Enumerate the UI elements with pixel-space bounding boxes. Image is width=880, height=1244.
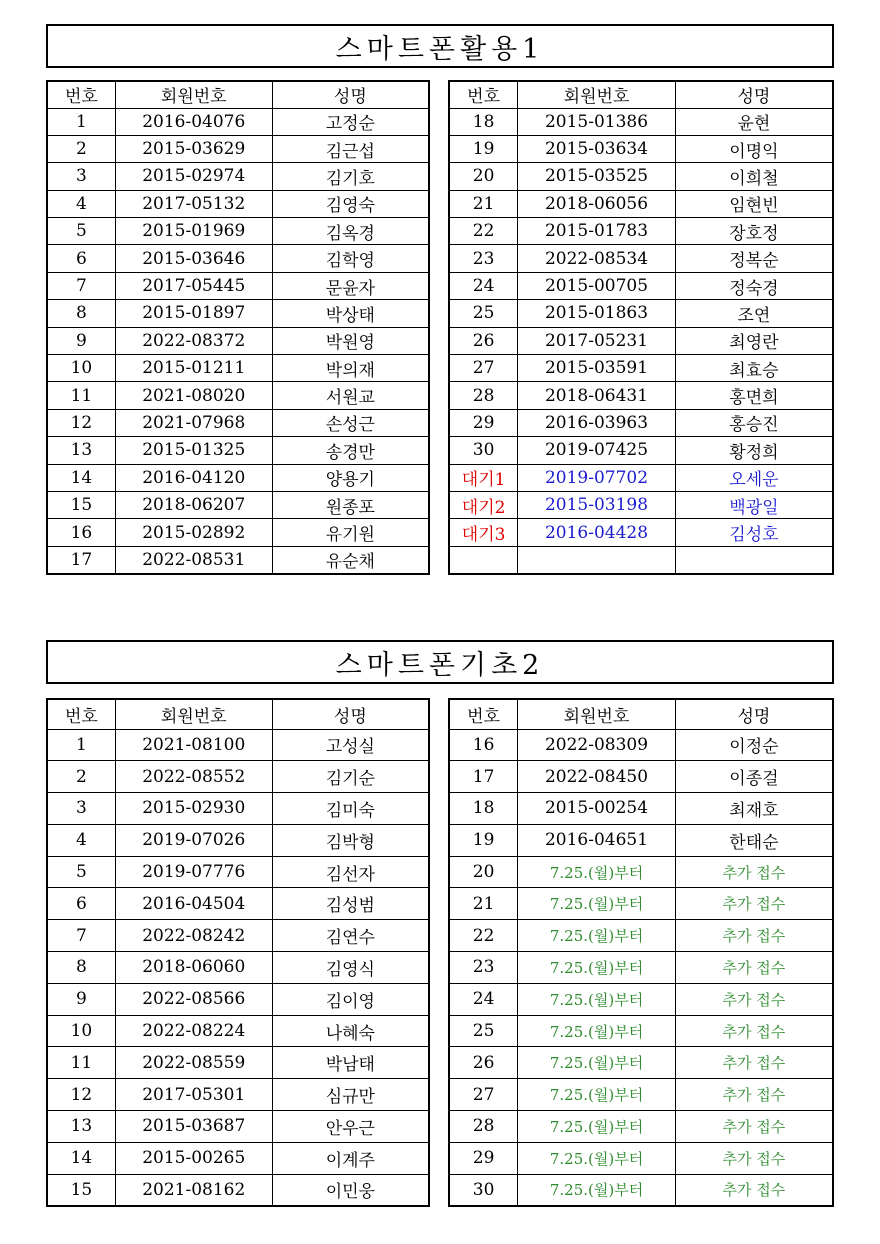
- header-no: 번호: [47, 81, 115, 108]
- cell-name: 이계주: [272, 1142, 429, 1174]
- table-row: [47, 409, 429, 436]
- cell-member-id: 2019-07776: [115, 856, 272, 888]
- table-row: [47, 163, 429, 190]
- cell-name: 이민웅: [272, 1174, 429, 1206]
- cell-name: 추가 접수: [675, 1111, 833, 1143]
- table-row: [47, 272, 429, 299]
- table-row: [47, 245, 429, 272]
- cell-name: 추가 접수: [675, 1142, 833, 1174]
- cell-name: 박남태: [272, 1047, 429, 1079]
- cell-no: 3: [47, 163, 115, 190]
- cell-member-id: 2015-01897: [115, 300, 272, 327]
- cell-no: 23: [449, 952, 518, 984]
- cell-name: 이희철: [675, 163, 833, 190]
- cell-member-id: 2016-04504: [115, 888, 272, 920]
- cell-member-id: 7.25.(월)부터: [518, 920, 676, 952]
- cell-name: 홍승진: [675, 409, 833, 436]
- cell-member-id: 7.25.(월)부터: [518, 1142, 676, 1174]
- cell-name: 최효승: [675, 355, 833, 382]
- cell-name: 이정순: [675, 729, 833, 761]
- table-row: [449, 1015, 833, 1047]
- cell-name: 최영란: [675, 327, 833, 354]
- cell-no: 13: [47, 437, 115, 464]
- cell-no: 26: [449, 1047, 518, 1079]
- cell-member-id: 2018-06207: [115, 491, 272, 518]
- table-row: [449, 1047, 833, 1079]
- cell-member-id: 2016-03963: [518, 409, 676, 436]
- cell-no: 24: [449, 983, 518, 1015]
- table-row: [449, 135, 833, 162]
- table-row: [47, 793, 429, 825]
- table-row: [449, 245, 833, 272]
- cell-no: 28: [449, 1111, 518, 1143]
- roster-table-right: [448, 80, 834, 575]
- table-row: [449, 983, 833, 1015]
- cell-member-id: 2022-08372: [115, 327, 272, 354]
- header-name: 성명: [272, 81, 429, 108]
- cell-name: 김박형: [272, 824, 429, 856]
- cell-no: 16: [449, 729, 518, 761]
- table-row: [47, 327, 429, 354]
- cell-name: 김이영: [272, 983, 429, 1015]
- table-row: [47, 1174, 429, 1206]
- cell-no: 대기1: [449, 464, 518, 491]
- cell-member-id: 7.25.(월)부터: [518, 1111, 676, 1143]
- table-row: [47, 300, 429, 327]
- table-row: [449, 1174, 833, 1206]
- cell-member-id: 2021-08162: [115, 1174, 272, 1206]
- cell-no: 대기3: [449, 519, 518, 546]
- cell-name: 장호정: [675, 218, 833, 245]
- table-row: [47, 135, 429, 162]
- cell-member-id: 7.25.(월)부터: [518, 952, 676, 984]
- cell-no: 4: [47, 190, 115, 217]
- cell-name: 홍면희: [675, 382, 833, 409]
- cell-member-id: 2022-08531: [115, 546, 272, 573]
- table-row: [47, 920, 429, 952]
- cell-member-id: 2015-03646: [115, 245, 272, 272]
- table-header-row: [47, 81, 429, 108]
- cell-no: 20: [449, 856, 518, 888]
- cell-name: 손성근: [272, 409, 429, 436]
- cell-no: 28: [449, 382, 518, 409]
- header-no: 번호: [47, 699, 115, 729]
- cell-member-id: 2021-08100: [115, 729, 272, 761]
- table-header-row: [449, 699, 833, 729]
- cell-name: 송경만: [272, 437, 429, 464]
- cell-name: 조연: [675, 300, 833, 327]
- cell-name: 김미숙: [272, 793, 429, 825]
- table-row: [47, 952, 429, 984]
- cell-no: [449, 546, 518, 573]
- cell-no: 19: [449, 135, 518, 162]
- cell-no: 대기2: [449, 491, 518, 518]
- cell-name: 황정희: [675, 437, 833, 464]
- table-row: [449, 856, 833, 888]
- cell-member-id: 2022-08450: [518, 761, 676, 793]
- table-row: [47, 729, 429, 761]
- cell-member-id: 2022-08559: [115, 1047, 272, 1079]
- cell-member-id: 2015-01783: [518, 218, 676, 245]
- cell-name: 김선자: [272, 856, 429, 888]
- cell-name: 서원교: [272, 382, 429, 409]
- cell-name: 백광일: [675, 491, 833, 518]
- table-row: [47, 1111, 429, 1143]
- table-row: [47, 761, 429, 793]
- cell-member-id: 2016-04428: [518, 519, 676, 546]
- section-title: [46, 640, 834, 684]
- table-row: [47, 108, 429, 135]
- table-row: [47, 355, 429, 382]
- cell-member-id: 2015-03591: [518, 355, 676, 382]
- cell-member-id: 2016-04120: [115, 464, 272, 491]
- cell-name: 추가 접수: [675, 983, 833, 1015]
- cell-member-id: 2022-08309: [518, 729, 676, 761]
- cell-no: 30: [449, 437, 518, 464]
- cell-name: 박원영: [272, 327, 429, 354]
- cell-no: 3: [47, 793, 115, 825]
- cell-member-id: 2015-00705: [518, 272, 676, 299]
- cell-no: 15: [47, 491, 115, 518]
- table-row: [449, 1142, 833, 1174]
- cell-name: 정숙경: [675, 272, 833, 299]
- cell-no: 1: [47, 108, 115, 135]
- cell-no: 5: [47, 218, 115, 245]
- cell-member-id: 2015-02930: [115, 793, 272, 825]
- table-row: [449, 1111, 833, 1143]
- section-title-text: 스마트폰기초2: [335, 649, 545, 681]
- cell-member-id: 7.25.(월)부터: [518, 856, 676, 888]
- cell-no: 10: [47, 355, 115, 382]
- cell-name: [675, 546, 833, 573]
- cell-name: 정복순: [675, 245, 833, 272]
- cell-no: 5: [47, 856, 115, 888]
- cell-no: 24: [449, 272, 518, 299]
- cell-name: 원종포: [272, 491, 429, 518]
- table-row: [47, 1079, 429, 1111]
- cell-no: 16: [47, 519, 115, 546]
- cell-no: 6: [47, 245, 115, 272]
- cell-name: 고성실: [272, 729, 429, 761]
- cell-member-id: 2015-01863: [518, 300, 676, 327]
- table-row: [47, 382, 429, 409]
- cell-member-id: 7.25.(월)부터: [518, 1047, 676, 1079]
- cell-no: 27: [449, 1079, 518, 1111]
- header-member-id: 회원번호: [115, 699, 272, 729]
- header-no: 번호: [449, 699, 518, 729]
- cell-name: 김학영: [272, 245, 429, 272]
- cell-member-id: 2017-05231: [518, 327, 676, 354]
- cell-name: 김영숙: [272, 190, 429, 217]
- cell-name: 고정순: [272, 108, 429, 135]
- cell-no: 12: [47, 1079, 115, 1111]
- cell-member-id: 2015-03687: [115, 1111, 272, 1143]
- cell-name: 추가 접수: [675, 920, 833, 952]
- table-row: [47, 218, 429, 245]
- cell-member-id: 2019-07425: [518, 437, 676, 464]
- cell-member-id: 2019-07702: [518, 464, 676, 491]
- table-row: [449, 163, 833, 190]
- table-row: [449, 355, 833, 382]
- header-member-id: 회원번호: [115, 81, 272, 108]
- cell-no: 11: [47, 1047, 115, 1079]
- cell-member-id: 2015-02974: [115, 163, 272, 190]
- cell-no: 17: [47, 546, 115, 573]
- cell-member-id: 2015-00265: [115, 1142, 272, 1174]
- cell-member-id: 2021-07968: [115, 409, 272, 436]
- cell-member-id: 7.25.(월)부터: [518, 1079, 676, 1111]
- cell-name: 이명익: [675, 135, 833, 162]
- cell-member-id: 2015-03198: [518, 491, 676, 518]
- roster-table-left: [46, 698, 430, 1207]
- cell-no: 25: [449, 300, 518, 327]
- cell-member-id: 2015-01211: [115, 355, 272, 382]
- table-row: [47, 546, 429, 573]
- table-row: [47, 983, 429, 1015]
- cell-member-id: 2022-08552: [115, 761, 272, 793]
- cell-member-id: 2021-08020: [115, 382, 272, 409]
- cell-no: 30: [449, 1174, 518, 1206]
- cell-name: 문윤자: [272, 272, 429, 299]
- table-row: [449, 409, 833, 436]
- cell-no: 6: [47, 888, 115, 920]
- section-title-text: 스마트폰활용1: [335, 33, 545, 65]
- cell-member-id: 2015-01325: [115, 437, 272, 464]
- cell-no: 14: [47, 464, 115, 491]
- table-row: [449, 888, 833, 920]
- cell-no: 15: [47, 1174, 115, 1206]
- cell-no: 21: [449, 888, 518, 920]
- header-member-id: 회원번호: [518, 81, 676, 108]
- table-row: [449, 761, 833, 793]
- cell-name: 유기원: [272, 519, 429, 546]
- cell-member-id: 7.25.(월)부터: [518, 1174, 676, 1206]
- table-row: [47, 856, 429, 888]
- cell-name: 추가 접수: [675, 952, 833, 984]
- cell-name: 유순채: [272, 546, 429, 573]
- table-row: [449, 546, 833, 573]
- table-row: [449, 491, 833, 518]
- cell-name: 최재호: [675, 793, 833, 825]
- table-row: [47, 1047, 429, 1079]
- cell-name: 추가 접수: [675, 888, 833, 920]
- cell-name: 윤현: [675, 108, 833, 135]
- cell-member-id: 2016-04651: [518, 824, 676, 856]
- cell-no: 10: [47, 1015, 115, 1047]
- cell-no: 11: [47, 382, 115, 409]
- cell-name: 한태순: [675, 824, 833, 856]
- cell-name: 안우근: [272, 1111, 429, 1143]
- cell-member-id: 2017-05445: [115, 272, 272, 299]
- cell-no: 18: [449, 108, 518, 135]
- cell-no: 13: [47, 1111, 115, 1143]
- table-row: [449, 920, 833, 952]
- cell-member-id: 2022-08224: [115, 1015, 272, 1047]
- cell-no: 2: [47, 761, 115, 793]
- table-row: [449, 952, 833, 984]
- header-name: 성명: [675, 81, 833, 108]
- cell-name: 김근섭: [272, 135, 429, 162]
- cell-name: 이종걸: [675, 761, 833, 793]
- cell-name: 추가 접수: [675, 1047, 833, 1079]
- table-row: [449, 729, 833, 761]
- cell-member-id: 2015-03525: [518, 163, 676, 190]
- cell-member-id: 2022-08566: [115, 983, 272, 1015]
- cell-name: 추가 접수: [675, 1015, 833, 1047]
- table-row: [449, 437, 833, 464]
- table-row: [47, 437, 429, 464]
- table-row: [449, 300, 833, 327]
- cell-no: 29: [449, 1142, 518, 1174]
- cell-member-id: [518, 546, 676, 573]
- cell-no: 27: [449, 355, 518, 382]
- cell-member-id: 2022-08534: [518, 245, 676, 272]
- table-row: [47, 824, 429, 856]
- header-name: 성명: [272, 699, 429, 729]
- cell-member-id: 2015-00254: [518, 793, 676, 825]
- cell-no: 23: [449, 245, 518, 272]
- cell-name: 추가 접수: [675, 856, 833, 888]
- cell-name: 나혜숙: [272, 1015, 429, 1047]
- cell-name: 오세운: [675, 464, 833, 491]
- cell-name: 추가 접수: [675, 1174, 833, 1206]
- cell-name: 김기순: [272, 761, 429, 793]
- cell-member-id: 2018-06060: [115, 952, 272, 984]
- table-row: [47, 190, 429, 217]
- cell-name: 김옥경: [272, 218, 429, 245]
- cell-name: 김연수: [272, 920, 429, 952]
- table-row: [449, 382, 833, 409]
- table-row: [47, 491, 429, 518]
- table-row: [449, 108, 833, 135]
- cell-member-id: 7.25.(월)부터: [518, 983, 676, 1015]
- cell-name: 김성범: [272, 888, 429, 920]
- table-row: [47, 464, 429, 491]
- cell-no: 8: [47, 300, 115, 327]
- cell-member-id: 7.25.(월)부터: [518, 1015, 676, 1047]
- table-row: [449, 793, 833, 825]
- cell-no: 21: [449, 190, 518, 217]
- table-row: [449, 190, 833, 217]
- cell-no: 26: [449, 327, 518, 354]
- cell-no: 14: [47, 1142, 115, 1174]
- table-row: [449, 218, 833, 245]
- cell-member-id: 2016-04076: [115, 108, 272, 135]
- cell-member-id: 2015-03629: [115, 135, 272, 162]
- cell-no: 9: [47, 327, 115, 354]
- cell-no: 8: [47, 952, 115, 984]
- table-row: [449, 519, 833, 546]
- cell-no: 1: [47, 729, 115, 761]
- cell-no: 18: [449, 793, 518, 825]
- cell-name: 추가 접수: [675, 1079, 833, 1111]
- table-header-row: [449, 81, 833, 108]
- roster-table-right: [448, 698, 834, 1207]
- table-row: [449, 824, 833, 856]
- cell-no: 17: [449, 761, 518, 793]
- cell-member-id: 2015-02892: [115, 519, 272, 546]
- header-no: 번호: [449, 81, 518, 108]
- roster-table-left: [46, 80, 430, 575]
- table-header-row: [47, 699, 429, 729]
- cell-member-id: 2017-05301: [115, 1079, 272, 1111]
- cell-no: 4: [47, 824, 115, 856]
- cell-name: 심규만: [272, 1079, 429, 1111]
- cell-member-id: 7.25.(월)부터: [518, 888, 676, 920]
- cell-name: 김성호: [675, 519, 833, 546]
- header-name: 성명: [675, 699, 833, 729]
- cell-no: 22: [449, 218, 518, 245]
- cell-member-id: 2018-06056: [518, 190, 676, 217]
- cell-name: 김기호: [272, 163, 429, 190]
- cell-no: 29: [449, 409, 518, 436]
- cell-name: 박상태: [272, 300, 429, 327]
- cell-no: 20: [449, 163, 518, 190]
- cell-name: 박의재: [272, 355, 429, 382]
- table-row: [47, 519, 429, 546]
- cell-no: 12: [47, 409, 115, 436]
- cell-name: 양용기: [272, 464, 429, 491]
- table-row: [449, 272, 833, 299]
- table-row: [449, 1079, 833, 1111]
- cell-member-id: 2015-01386: [518, 108, 676, 135]
- cell-name: 임현빈: [675, 190, 833, 217]
- cell-no: 25: [449, 1015, 518, 1047]
- table-row: [449, 464, 833, 491]
- cell-member-id: 2018-06431: [518, 382, 676, 409]
- cell-no: 9: [47, 983, 115, 1015]
- cell-no: 22: [449, 920, 518, 952]
- cell-member-id: 2019-07026: [115, 824, 272, 856]
- section-title: [46, 24, 834, 68]
- cell-no: 2: [47, 135, 115, 162]
- header-member-id: 회원번호: [518, 699, 676, 729]
- cell-no: 7: [47, 272, 115, 299]
- cell-member-id: 2017-05132: [115, 190, 272, 217]
- table-row: [47, 888, 429, 920]
- table-row: [47, 1015, 429, 1047]
- cell-no: 19: [449, 824, 518, 856]
- table-row: [449, 327, 833, 354]
- cell-no: 7: [47, 920, 115, 952]
- cell-member-id: 2015-03634: [518, 135, 676, 162]
- cell-name: 김영식: [272, 952, 429, 984]
- cell-member-id: 2015-01969: [115, 218, 272, 245]
- table-row: [47, 1142, 429, 1174]
- cell-member-id: 2022-08242: [115, 920, 272, 952]
